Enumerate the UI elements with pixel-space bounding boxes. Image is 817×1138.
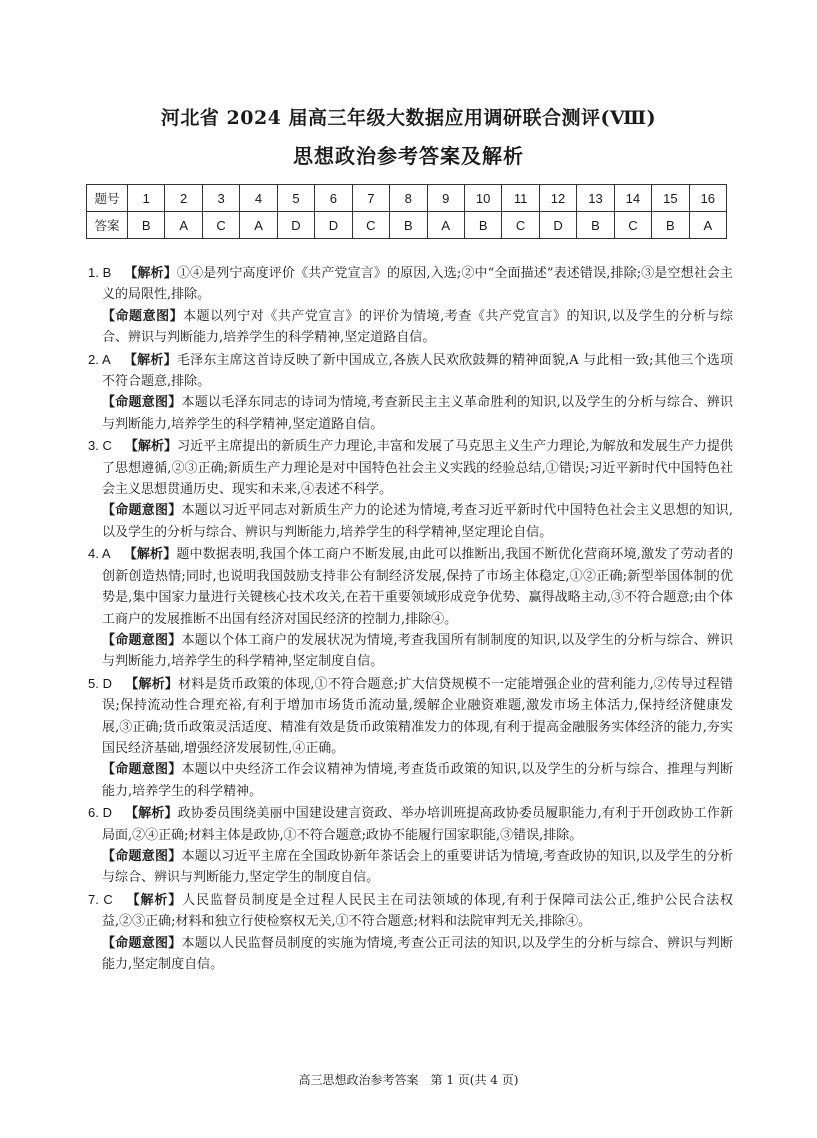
analysis-text: 人民监督员制度是全过程人民民主在司法领域的体现,有利于保障司法公正,维护公民合法权益,②③正确;材料和独立行使检察权无关,①不符合题意;材料和法院审判无关,排除④。 (102, 892, 733, 930)
answer-cell: C (502, 212, 539, 239)
question-analysis (88, 889, 733, 933)
question-number-cell: 4 (240, 185, 277, 212)
answer-cell: A (427, 212, 464, 239)
answer-cell: A (165, 212, 202, 239)
analysis-text: 题中数据表明,我国个体工商户不断发展,由此可以推断出,我国不断优化营商环境,激发了劳动者的创新创造热情;同时,也说明我国鼓励支持非公有制经济发展,保持了市场主体稳定,①②正确;新型举国体制的优势是,集中国家力量进行关键核心技术攻关,在若干重要领域形成竞争优势、赢得战略主动,③不符合题意;由个体工商户的发展推断不出国有经济对国民经济的控制力,排除④。 (102, 547, 733, 627)
answer-cell: D (277, 212, 314, 239)
question-analysis (88, 673, 733, 760)
answer-cell: B (390, 212, 427, 239)
question-intent (88, 392, 733, 435)
answer-cell: D (315, 212, 352, 239)
analysis-text: 毛泽东主席这首诗反映了新中国成立,各族人民欢欣鼓舞的精神面貌,A 与此相一致;其他三个选项不符合题意,排除。 (102, 352, 733, 390)
question-answer-prefix: 6. D (88, 805, 112, 821)
intent-tag: 【命题意图】 (102, 935, 182, 951)
intent-text: 本题以习近平主席在全国政协新年茶话会上的重要讲话为情境,考查政协的知识,以及学生的分析与综合、辨识与判断能力,坚定学生的制度自信。 (102, 848, 733, 886)
question-number-cell: 13 (577, 185, 614, 212)
intent-tag: 【命题意图】 (102, 848, 182, 864)
question-intent (88, 630, 733, 673)
intent-text: 本题以中央经济工作会议精神为情境,考查货币政策的知识,以及学生的分析与综合、推理与判断能力,培养学生的科学精神。 (102, 762, 733, 799)
question-number-cell: 7 (352, 185, 389, 212)
answer-cell: B (577, 212, 614, 239)
analysis-tag: 【解析】 (124, 806, 178, 822)
question-answer-prefix: 7. C (88, 891, 113, 907)
question-number-row (87, 185, 727, 212)
row-label-answer: 答案 (87, 212, 128, 239)
question-number-cell: 1 (128, 185, 165, 212)
intent-tag: 【命题意图】 (102, 762, 182, 778)
question-analysis (88, 435, 733, 500)
question-number-cell: 6 (315, 185, 352, 212)
answer-key-table (86, 184, 727, 239)
question-number-cell: 11 (502, 185, 539, 212)
question-number-cell: 3 (202, 185, 239, 212)
document-title: 河北省 2024 届高三年级大数据应用调研联合测评(Ⅷ) (160, 107, 657, 129)
question-intent (88, 759, 733, 802)
question-analysis (88, 349, 733, 393)
intent-tag: 【命题意图】 (102, 503, 182, 519)
row-label-question-number: 题号 (87, 185, 128, 212)
intent-text: 本题以人民监督员制度的实施为情境,考查公正司法的知识,以及学生的分析与综合、辨识与判断能力,坚定制度自信。 (102, 935, 733, 972)
question-answer-prefix: 1. B (88, 265, 112, 280)
intent-tag: 【命题意图】 (102, 632, 182, 648)
intent-tag: 【命题意图】 (102, 395, 182, 411)
question-number-cell: 8 (390, 185, 427, 212)
question-number-cell: 14 (614, 185, 651, 212)
analysis-tag: 【解析】 (125, 892, 183, 908)
answer-cell: C (202, 212, 239, 239)
question-number-cell: 2 (165, 185, 202, 212)
intent-text: 本题以列宁对《共产党宣言》的评价为情境,考查《共产党宣言》的知识,以及学生的分析与综合、辨识与判断能力,培养学生的科学精神,坚定道路自信。 (102, 308, 733, 346)
question-answer-prefix: 5. D (88, 675, 113, 691)
analysis-text: 政协委员围绕美丽中国建设建言资政、举办培训班提高政协委员履职能力,有利于开创政协工作新局面,②④正确;材料主体是政协,①不符合题意;政协不能履行国家职能,③错误,排除。 (102, 806, 733, 843)
page-footer: 高三思想政治参考答案 第 1 页(共 4 页) (298, 1073, 519, 1087)
intent-text: 本题以个体工商户的发展状况为情境,考查我国所有制制度的知识,以及学生的分析与综合、辨识与判断能力,培养学生的科学精神,坚定制度自信。 (102, 632, 733, 670)
answer-cell: C (352, 212, 389, 239)
question-answer-prefix: 4. A (88, 546, 111, 562)
question-number-cell: 5 (277, 185, 314, 212)
answer-cell: A (689, 212, 726, 239)
analysis-tag: 【解析】 (123, 352, 177, 368)
answer-cell: A (240, 212, 277, 239)
answer-row (87, 212, 727, 239)
answer-cell: D (539, 212, 576, 239)
intent-tag: 【命题意图】 (102, 308, 184, 324)
analysis-tag: 【解析】 (124, 266, 177, 281)
document-subtitle: 思想政治参考答案及解析 (293, 144, 524, 168)
answer-cell: B (652, 212, 689, 239)
analysis-text: 材料是货币政策的体现,①不符合题意;扩大信贷规模不一定能增强企业的营利能力,②传导过程错误;保持流动性合理充裕,有利于增加市场货币流动量,缓解企业融资难题,激发市场主体活力,保持经济健康发展,③正确;货币政策灵活适度、精准有效是货币政策精准发力的体现,有利于提高金融服务实体经济的能力,夯实国民经济基础,增强经济发展韧性,④正确。 (102, 676, 733, 756)
answer-cell: C (614, 212, 651, 239)
answer-cell: B (128, 212, 165, 239)
answer-cell: B (464, 212, 501, 239)
intent-text: 本题以习近平同志对新质生产力的论述为情境,考查习近平新时代中国特色社会主义思想的知识,以及学生的分析与综合、辨识与判断能力,培养学生的科学精神,坚定理论自信。 (102, 503, 733, 540)
question-intent (88, 933, 733, 976)
question-answer-prefix: 2. A (88, 351, 111, 367)
analysis-tag: 【解析】 (123, 547, 177, 563)
question-number-cell: 9 (427, 185, 464, 212)
question-intent (88, 306, 733, 349)
question-number-cell: 16 (689, 185, 726, 212)
explanations (88, 262, 733, 975)
question-intent (88, 846, 733, 889)
question-number-cell: 12 (539, 185, 576, 212)
analysis-text: 习近平主席提出的新质生产力理论,丰富和发展了马克思主义生产力理论,为解放和发展生产力提供了思想遵循,②③正确;新质生产力理论是对中国特色社会主义实践的经验总结,①错误;习近平新时代中国特色社会主义思想贯通历史、现实和未来,④表述不科学。 (102, 439, 734, 498)
question-analysis (88, 802, 733, 846)
question-number-cell: 10 (464, 185, 501, 212)
question-analysis (88, 543, 733, 630)
intent-text: 本题以毛泽东同志的诗词为情境,考查新民主主义革命胜利的知识,以及学生的分析与综合、辨识与判断能力,培养学生的科学精神,坚定道路自信。 (102, 395, 733, 432)
analysis-tag: 【解析】 (124, 439, 178, 455)
question-analysis (88, 262, 733, 306)
question-number-cell: 15 (652, 185, 689, 212)
analysis-tag: 【解析】 (125, 676, 179, 692)
analysis-text: ①④是列宁高度评价《共产党宣言》的原因,入选;②中“全面描述”表述错误,排除;③是空想社会主义的局限性,排除。 (102, 266, 733, 303)
question-intent (88, 500, 733, 543)
question-answer-prefix: 3. C (88, 438, 112, 454)
